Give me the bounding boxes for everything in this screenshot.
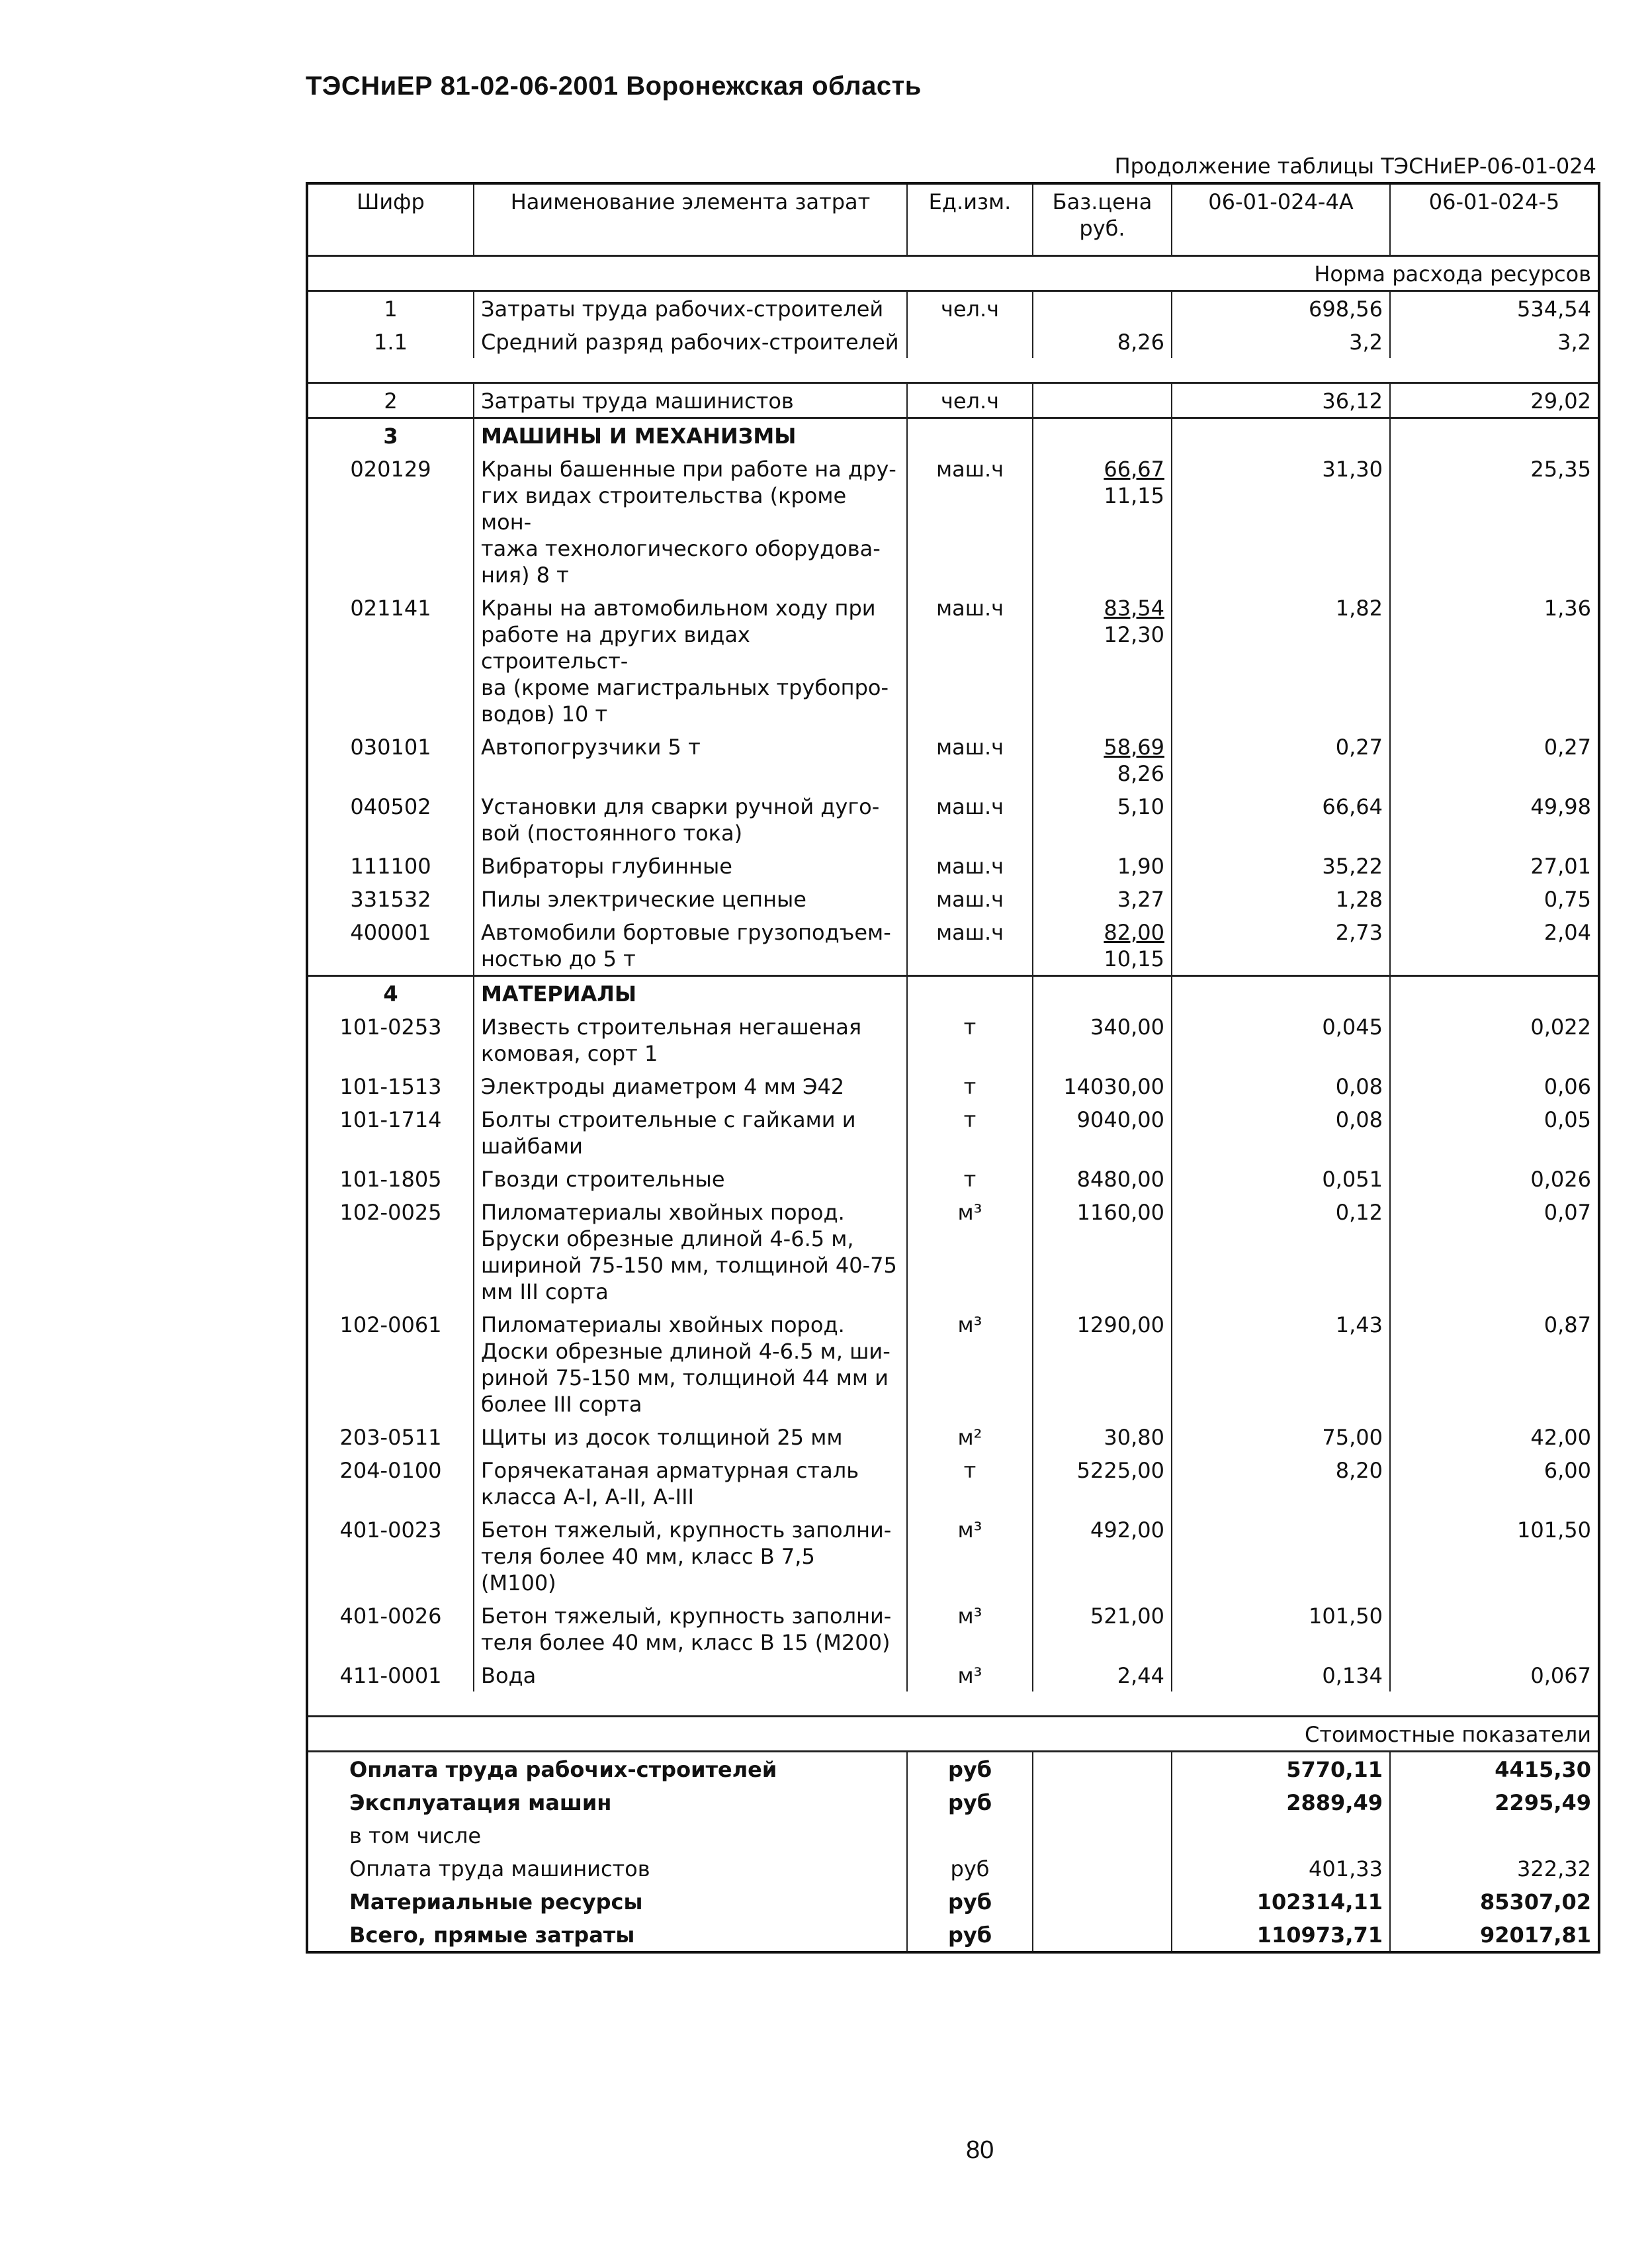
unit-cell: маш.ч xyxy=(907,730,1033,789)
code-cell: 101-1513 xyxy=(307,1069,474,1103)
unit-cell: маш.ч xyxy=(907,849,1033,882)
value-b-cell: 0,067 xyxy=(1390,1658,1599,1691)
unit-cell xyxy=(907,325,1033,358)
header-price-line2: руб. xyxy=(1079,216,1125,241)
value-a-cell: 8,20 xyxy=(1172,1453,1390,1513)
value-a-cell: 0,27 xyxy=(1172,730,1390,789)
name-cell: Пиломатериалы хвойных пород. Бруски обрезные длиной 4-6.5 м, шириной 75-150 мм, толщиной 40-75 мм III сорта xyxy=(474,1195,907,1308)
code-cell: 030101 xyxy=(307,730,474,789)
table-row xyxy=(307,591,1599,730)
value-b-cell: 0,022 xyxy=(1390,1010,1599,1069)
total-unit: руб xyxy=(907,1785,1033,1819)
table-row xyxy=(307,1010,1599,1069)
spacer-row xyxy=(307,358,1599,383)
price-total: 66,67 xyxy=(1104,457,1164,482)
cost-label-row xyxy=(307,1717,1599,1752)
empty-cell xyxy=(1172,418,1390,453)
name-cell: Известь строительная негашеная комовая, сорт 1 xyxy=(474,1010,907,1069)
name-cell: Автопогрузчики 5 т xyxy=(474,730,907,789)
name-cell: Горячекатаная арматурная сталь класса А-I, А-II, А-III xyxy=(474,1453,907,1513)
total-name: Эксплуатация машин xyxy=(307,1785,907,1819)
value-b-cell: 25,35 xyxy=(1390,452,1599,591)
code-cell: 411-0001 xyxy=(307,1658,474,1691)
code-cell: 101-1805 xyxy=(307,1162,474,1195)
unit-cell: т xyxy=(907,1162,1033,1195)
value-a-cell: 0,08 xyxy=(1172,1103,1390,1162)
table-row xyxy=(307,325,1599,358)
unit-cell: маш.ч xyxy=(907,452,1033,591)
empty-cell xyxy=(1033,1918,1172,1952)
value-b-cell: 0,026 xyxy=(1390,1162,1599,1195)
name-cell: Электроды диаметром 4 мм Э42 xyxy=(474,1069,907,1103)
empty-cell xyxy=(1033,1785,1172,1819)
unit-cell: м³ xyxy=(907,1308,1033,1420)
code-cell: 401-0023 xyxy=(307,1513,474,1599)
name-cell: Автомобили бортовые грузоподъем- ностью до 5 т xyxy=(474,915,907,976)
name-cell: Установки для сварки ручной дуго- вой (постоянного тока) xyxy=(474,789,907,849)
totals-row xyxy=(307,1785,1599,1819)
total-b: 322,32 xyxy=(1390,1852,1599,1885)
section-header-row xyxy=(307,976,1599,1011)
section-header-row xyxy=(307,418,1599,453)
total-b: 92017,81 xyxy=(1390,1918,1599,1952)
total-unit: руб xyxy=(907,1885,1033,1918)
code-cell: 1.1 xyxy=(307,325,474,358)
value-b-cell: 2,04 xyxy=(1390,915,1599,976)
total-name: Материальные ресурсы xyxy=(307,1885,907,1918)
unit-cell: т xyxy=(907,1010,1033,1069)
section-title: МАТЕРИАЛЫ xyxy=(474,976,907,1011)
name-cell: Вибраторы глубинные xyxy=(474,849,907,882)
price-cell: 521,00 xyxy=(1033,1599,1172,1658)
price-cell xyxy=(1033,789,1172,849)
document-title: ТЭСНиЕР 81-02-06-2001 Воронежская область xyxy=(306,71,922,101)
price-value: 1,90 xyxy=(1117,854,1164,879)
unit-cell: м³ xyxy=(907,1599,1033,1658)
code-cell: 021141 xyxy=(307,591,474,730)
value-b-cell: 3,2 xyxy=(1390,325,1599,358)
empty-cell xyxy=(1172,976,1390,1011)
header-price xyxy=(1033,183,1172,256)
spacer-row xyxy=(307,1691,1599,1717)
price-operator-wage: 12,30 xyxy=(1104,622,1164,647)
value-a-cell: 101,50 xyxy=(1172,1599,1390,1658)
price-cell: 340,00 xyxy=(1033,1010,1172,1069)
table-row xyxy=(307,1420,1599,1453)
unit-cell: м³ xyxy=(907,1195,1033,1308)
code-cell: 101-1714 xyxy=(307,1103,474,1162)
table-continuation-caption: Продолжение таблицы ТЭСНиЕР-06-01-024 xyxy=(1114,154,1596,179)
header-price-line1: Баз.цена xyxy=(1052,189,1152,214)
total-a: 401,33 xyxy=(1172,1852,1390,1885)
code-cell: 2 xyxy=(307,383,474,418)
code-cell: 040502 xyxy=(307,789,474,849)
price-operator-wage: 10,15 xyxy=(1104,946,1164,971)
total-b: 85307,02 xyxy=(1390,1885,1599,1918)
total-unit xyxy=(907,1819,1033,1852)
unit-cell: чел.ч xyxy=(907,383,1033,418)
empty-cell xyxy=(1033,1752,1172,1786)
empty-cell xyxy=(1033,1852,1172,1885)
price-cell: 1160,00 xyxy=(1033,1195,1172,1308)
price-cell: 8,26 xyxy=(1033,325,1172,358)
table-row xyxy=(307,1195,1599,1308)
price-value: 5,10 xyxy=(1117,794,1164,819)
value-a-cell: 66,64 xyxy=(1172,789,1390,849)
value-b-cell: 101,50 xyxy=(1390,1513,1599,1599)
table-row xyxy=(307,1103,1599,1162)
section-number: 4 xyxy=(307,976,474,1011)
name-cell: Краны на автомобильном ходу при работе на других видах строительст- ва (кроме магистральных трубопро- водов) 10 т xyxy=(474,591,907,730)
total-b: 4415,30 xyxy=(1390,1752,1599,1786)
price-cell xyxy=(1033,849,1172,882)
table-row xyxy=(307,849,1599,882)
section-title: МАШИНЫ И МЕХАНИЗМЫ xyxy=(474,418,907,453)
table-header-row xyxy=(307,183,1599,256)
price-total: 82,00 xyxy=(1104,920,1164,945)
totals-row xyxy=(307,1885,1599,1918)
total-unit: руб xyxy=(907,1752,1033,1786)
unit-cell: м³ xyxy=(907,1513,1033,1599)
empty-cell xyxy=(1033,976,1172,1011)
table-row xyxy=(307,383,1599,418)
spacer-cell xyxy=(307,358,1599,383)
value-a-cell: 0,08 xyxy=(1172,1069,1390,1103)
unit-cell: маш.ч xyxy=(907,789,1033,849)
value-b-cell: 534,54 xyxy=(1390,291,1599,326)
value-a-cell: 31,30 xyxy=(1172,452,1390,591)
table-row xyxy=(307,1308,1599,1420)
norm-label-row xyxy=(307,256,1599,291)
totals-row xyxy=(307,1918,1599,1952)
header-unit: Ед.изм. xyxy=(907,183,1033,256)
unit-cell: чел.ч xyxy=(907,291,1033,326)
value-b-cell: 42,00 xyxy=(1390,1420,1599,1453)
table-row xyxy=(307,1658,1599,1691)
unit-cell: т xyxy=(907,1453,1033,1513)
name-cell: Пиломатериалы хвойных пород. Доски обрезные длиной 4-6.5 м, ши- риной 75-150 мм, толщиной 44 мм и более III сорта xyxy=(474,1308,907,1420)
price-cell: 492,00 xyxy=(1033,1513,1172,1599)
name-cell: Затраты труда рабочих-строителей xyxy=(474,291,907,326)
totals-row xyxy=(307,1852,1599,1885)
name-cell: Средний разряд рабочих-строителей xyxy=(474,325,907,358)
resource-norms-table xyxy=(306,182,1600,1954)
totals-row xyxy=(307,1819,1599,1852)
value-a-cell: 2,73 xyxy=(1172,915,1390,976)
price-cell: 5225,00 xyxy=(1033,1453,1172,1513)
table-row xyxy=(307,789,1599,849)
total-a: 5770,11 xyxy=(1172,1752,1390,1786)
total-b xyxy=(1390,1819,1599,1852)
name-cell: Щиты из досок толщиной 25 мм xyxy=(474,1420,907,1453)
unit-cell: маш.ч xyxy=(907,882,1033,915)
table-row xyxy=(307,730,1599,789)
price-operator-wage: 8,26 xyxy=(1117,761,1164,786)
price-total: 58,69 xyxy=(1104,735,1164,760)
header-col-a: 06-01-024-4А xyxy=(1172,183,1390,256)
price-value: 3,27 xyxy=(1117,887,1164,912)
code-cell: 331532 xyxy=(307,882,474,915)
value-a-cell: 0,134 xyxy=(1172,1658,1390,1691)
name-cell: Бетон тяжелый, крупность заполни- теля более 40 мм, класс В 15 (М200) xyxy=(474,1599,907,1658)
value-b-cell: 29,02 xyxy=(1390,383,1599,418)
value-a-cell: 35,22 xyxy=(1172,849,1390,882)
value-b-cell: 0,07 xyxy=(1390,1195,1599,1308)
name-cell: Бетон тяжелый, крупность заполни- теля более 40 мм, класс В 7,5 (М100) xyxy=(474,1513,907,1599)
total-name: Оплата труда машинистов xyxy=(307,1852,907,1885)
value-b-cell: 6,00 xyxy=(1390,1453,1599,1513)
price-total: 83,54 xyxy=(1104,596,1164,621)
value-a-cell: 0,045 xyxy=(1172,1010,1390,1069)
empty-cell xyxy=(1033,1885,1172,1918)
table-row xyxy=(307,291,1599,326)
name-cell: Краны башенные при работе на дру- гих видах строительства (кроме мон- тажа технологического оборудова- ния) 8 т xyxy=(474,452,907,591)
empty-cell xyxy=(907,418,1033,453)
empty-cell xyxy=(1390,418,1599,453)
unit-cell: м³ xyxy=(907,1658,1033,1691)
price-cell xyxy=(1033,291,1172,326)
name-cell: Пилы электрические цепные xyxy=(474,882,907,915)
price-cell: 1290,00 xyxy=(1033,1308,1172,1420)
value-a-cell: 698,56 xyxy=(1172,291,1390,326)
table-row xyxy=(307,1453,1599,1513)
empty-cell xyxy=(1033,1819,1172,1852)
cost-label-row-text: Стоимостные показатели xyxy=(307,1717,1599,1752)
code-cell: 1 xyxy=(307,291,474,326)
empty-cell xyxy=(1033,418,1172,453)
value-a-cell: 0,12 xyxy=(1172,1195,1390,1308)
price-cell xyxy=(1033,452,1172,591)
unit-cell: т xyxy=(907,1103,1033,1162)
norm-label-row-text: Норма расхода ресурсов xyxy=(307,256,1599,291)
value-b-cell: 0,27 xyxy=(1390,730,1599,789)
value-b-cell: 0,06 xyxy=(1390,1069,1599,1103)
total-unit: руб xyxy=(907,1918,1033,1952)
total-a: 110973,71 xyxy=(1172,1918,1390,1952)
header-name: Наименование элемента затрат xyxy=(474,183,907,256)
code-cell: 102-0061 xyxy=(307,1308,474,1420)
price-cell xyxy=(1033,882,1172,915)
name-cell: Затраты труда машинистов xyxy=(474,383,907,418)
code-cell: 102-0025 xyxy=(307,1195,474,1308)
value-b-cell: 27,01 xyxy=(1390,849,1599,882)
value-b-cell: 0,05 xyxy=(1390,1103,1599,1162)
value-a-cell: 36,12 xyxy=(1172,383,1390,418)
total-a: 102314,11 xyxy=(1172,1885,1390,1918)
price-cell xyxy=(1033,915,1172,976)
table-row xyxy=(307,882,1599,915)
unit-cell: маш.ч xyxy=(907,591,1033,730)
empty-cell xyxy=(1390,976,1599,1011)
total-name: Всего, прямые затраты xyxy=(307,1918,907,1952)
value-b-cell: 49,98 xyxy=(1390,789,1599,849)
unit-cell: м² xyxy=(907,1420,1033,1453)
page-number: 80 xyxy=(966,2136,994,2164)
totals-row xyxy=(307,1752,1599,1786)
header-col-b: 06-01-024-5 xyxy=(1390,183,1599,256)
unit-cell: маш.ч xyxy=(907,915,1033,976)
value-a-cell xyxy=(1172,1513,1390,1599)
value-a-cell: 1,28 xyxy=(1172,882,1390,915)
value-a-cell: 3,2 xyxy=(1172,325,1390,358)
name-cell: Болты строительные с гайками и шайбами xyxy=(474,1103,907,1162)
value-a-cell: 0,051 xyxy=(1172,1162,1390,1195)
code-cell: 204-0100 xyxy=(307,1453,474,1513)
total-b: 2295,49 xyxy=(1390,1785,1599,1819)
value-a-cell: 1,82 xyxy=(1172,591,1390,730)
price-cell xyxy=(1033,591,1172,730)
table-row xyxy=(307,1069,1599,1103)
price-operator-wage: 11,15 xyxy=(1104,483,1164,508)
name-cell: Вода xyxy=(474,1658,907,1691)
price-cell: 30,80 xyxy=(1033,1420,1172,1453)
value-b-cell xyxy=(1390,1599,1599,1658)
total-name: в том числе xyxy=(307,1819,907,1852)
price-cell: 9040,00 xyxy=(1033,1103,1172,1162)
code-cell: 203-0511 xyxy=(307,1420,474,1453)
value-a-cell: 1,43 xyxy=(1172,1308,1390,1420)
empty-cell xyxy=(907,976,1033,1011)
spacer-cell xyxy=(307,1691,1599,1717)
name-cell: Гвозди строительные xyxy=(474,1162,907,1195)
code-cell: 400001 xyxy=(307,915,474,976)
value-b-cell: 0,75 xyxy=(1390,882,1599,915)
price-cell: 14030,00 xyxy=(1033,1069,1172,1103)
table-row xyxy=(307,915,1599,976)
total-a: 2889,49 xyxy=(1172,1785,1390,1819)
total-name: Оплата труда рабочих-строителей xyxy=(307,1752,907,1786)
code-cell: 020129 xyxy=(307,452,474,591)
price-cell: 8480,00 xyxy=(1033,1162,1172,1195)
total-a xyxy=(1172,1819,1390,1852)
value-a-cell: 75,00 xyxy=(1172,1420,1390,1453)
price-cell xyxy=(1033,383,1172,418)
header-code: Шифр xyxy=(307,183,474,256)
table-row xyxy=(307,1162,1599,1195)
unit-cell: т xyxy=(907,1069,1033,1103)
table-row xyxy=(307,452,1599,591)
table-row xyxy=(307,1513,1599,1599)
code-cell: 111100 xyxy=(307,849,474,882)
code-cell: 101-0253 xyxy=(307,1010,474,1069)
value-b-cell: 1,36 xyxy=(1390,591,1599,730)
code-cell: 401-0026 xyxy=(307,1599,474,1658)
total-unit: руб xyxy=(907,1852,1033,1885)
table-row xyxy=(307,1599,1599,1658)
value-b-cell: 0,87 xyxy=(1390,1308,1599,1420)
section-number: 3 xyxy=(307,418,474,453)
price-cell xyxy=(1033,730,1172,789)
price-cell: 2,44 xyxy=(1033,1658,1172,1691)
